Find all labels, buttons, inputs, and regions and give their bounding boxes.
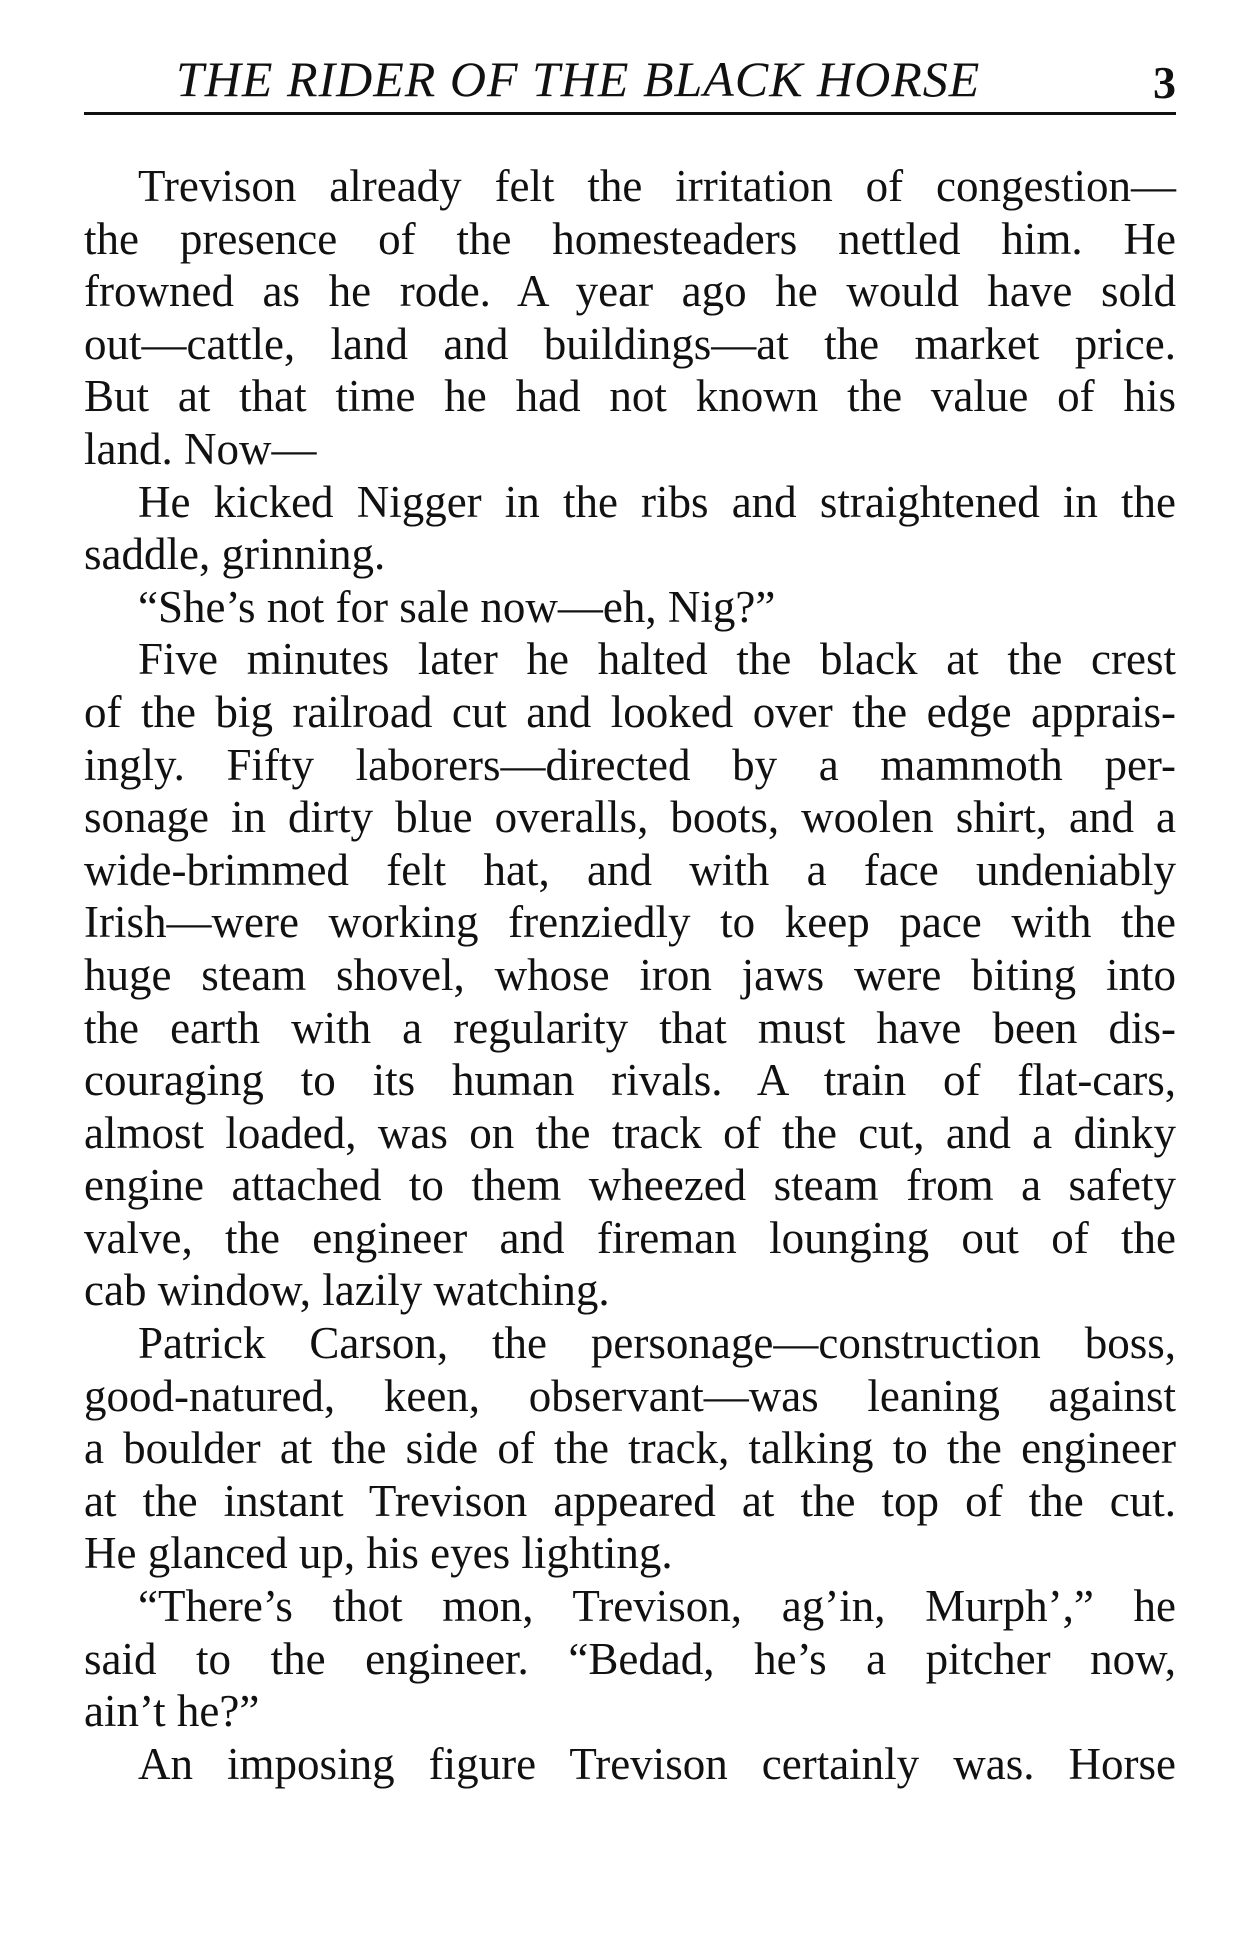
header-rule — [84, 112, 1176, 115]
text-line: He glanced up, his eyes lighting. — [84, 1528, 673, 1579]
text-line: An imposing figure Trevison certainly was. Horse — [138, 1738, 1176, 1789]
text-line: out—cattle, land and buildings—at the market price. — [84, 318, 1176, 369]
text-line: huge steam shovel, whose iron jaws were biting into — [84, 949, 1176, 1000]
text-line: Five minutes later he halted the black at the crest — [138, 634, 1176, 685]
text-line: ingly. Fifty laborers—directed by a mammoth per- — [84, 739, 1176, 790]
text-line: Patrick Carson, the personage—construction boss, — [138, 1318, 1176, 1369]
text-line: He kicked Nigger in the ribs and straightened in the — [138, 476, 1176, 527]
page-number: 3 — [1153, 57, 1176, 108]
text-line: Irish—were working frenziedly to keep pace with the — [84, 897, 1176, 948]
text-line: said to the engineer. “Bedad, he’s a pitcher now, — [84, 1633, 1176, 1684]
text-line: valve, the engineer and fireman lounging out of the — [84, 1212, 1176, 1263]
text-line: ain’t he?” — [84, 1686, 260, 1737]
text-line: the presence of the homesteaders nettled him. He — [84, 213, 1176, 264]
text-line: almost loaded, was on the track of the cut, and a dinky — [84, 1107, 1176, 1158]
text-line: engine attached to them wheezed steam from a safety — [84, 1160, 1176, 1211]
text-line: sonage in dirty blue overalls, boots, woolen shirt, and a — [84, 792, 1176, 843]
text-line: “She’s not for sale now—eh, Nig?” — [138, 581, 776, 632]
text-line: land. Now— — [84, 423, 317, 474]
body-text — [84, 160, 1176, 1790]
text-line: the earth with a regularity that must have been dis- — [84, 1002, 1176, 1053]
text-line: But at that time he had not known the value of his — [84, 371, 1176, 422]
running-head — [84, 48, 1176, 110]
text-line: a boulder at the side of the track, talking to the engineer — [84, 1423, 1176, 1474]
text-line: Trevison already felt the irritation of congestion— — [138, 161, 1176, 211]
text-line: good-natured, keen, observant—was leaning against — [84, 1370, 1176, 1421]
text-line: “There’s thot mon, Trevison, ag’in, Murph’,” he — [138, 1581, 1176, 1632]
text-line: of the big railroad cut and looked over the edge apprais- — [84, 686, 1176, 737]
running-title: THE RIDER OF THE BLACK HORSE — [176, 51, 981, 107]
text-line: couraging to its human rivals. A train of flat-cars, — [84, 1055, 1176, 1106]
text-line: frowned as he rode. A year ago he would have sold — [84, 266, 1176, 317]
text-line: at the instant Trevison appeared at the top of the cut. — [84, 1475, 1176, 1526]
text-line: saddle, grinning. — [84, 529, 386, 580]
text-line: cab window, lazily watching. — [84, 1265, 610, 1316]
text-line: wide-brimmed felt hat, and with a face undeniably — [84, 844, 1176, 895]
